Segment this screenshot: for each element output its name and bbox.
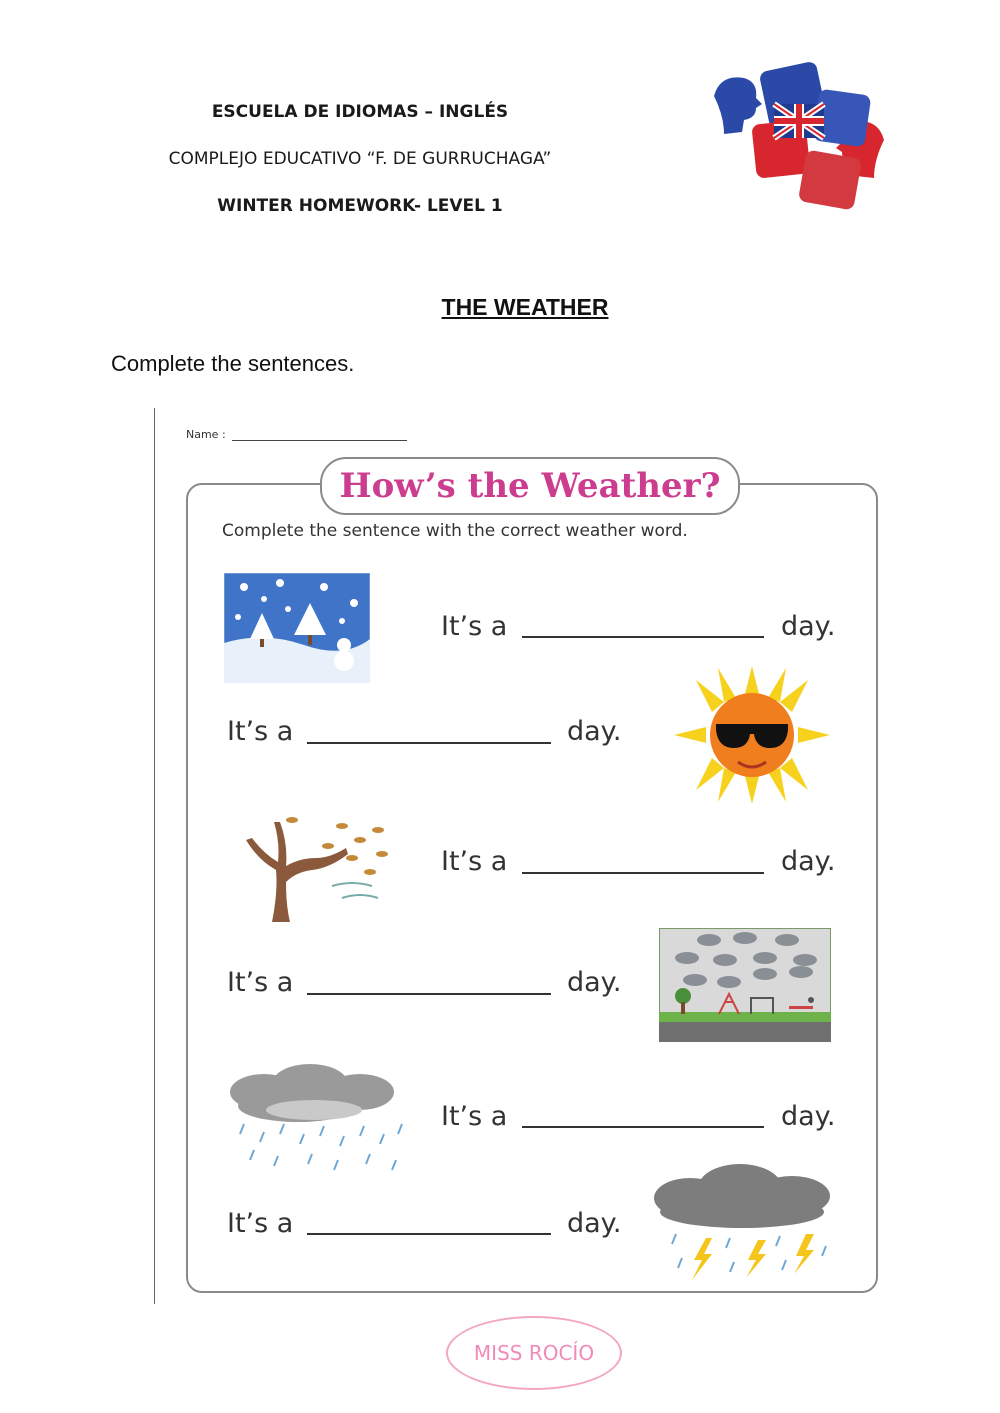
rain-cloud-icon [214,1062,428,1178]
sentence-3-blank [522,872,764,874]
windy-tree-icon [232,806,398,922]
sentence-6-prefix: It’s a [227,1208,294,1239]
sentence-1-prefix: It’s a [441,611,508,642]
sentence-2-suffix: day. [567,716,622,747]
name-line [232,440,407,441]
sentence-4-suffix: day. [567,967,622,998]
school-logo-icon [706,60,892,216]
sentence-1-suffix: day. [781,611,836,642]
worksheet-banner: How’s the Weather? [320,457,740,515]
complex-name: COMPLEJO EDUCATIVO “F. DE GURRUCHAGA” [168,149,552,169]
sentence-2-prefix: It’s a [227,716,294,747]
sentence-6-blank [307,1233,551,1235]
sentence-2-blank [307,742,551,744]
sun-with-sunglasses-icon [674,666,830,804]
sentence-6-suffix: day. [567,1208,622,1239]
storm-cloud-icon [646,1162,836,1280]
homework-level: WINTER HOMEWORK- LEVEL 1 [217,196,503,216]
sentence-4-prefix: It’s a [227,967,294,998]
sentence-1-blank [522,636,764,638]
page-title: THE WEATHER [441,294,609,320]
sentence-5-prefix: It’s a [441,1101,508,1132]
sentence-5-suffix: day. [781,1101,836,1132]
scan-edge-line [154,408,155,1304]
sentence-3-suffix: day. [781,846,836,877]
teacher-stamp: MISS ROCÍO [446,1316,622,1390]
sentence-4-blank [307,993,551,995]
school-name: ESCUELA DE IDIOMAS – INGLÉS [211,102,509,122]
instruction: Complete the sentences. [111,351,355,376]
sentence-5-blank [522,1126,764,1128]
snowy-scene-icon [224,573,370,683]
cloudy-park-icon [659,928,831,1042]
sentence-3-prefix: It’s a [441,846,508,877]
name-label: Name : [186,428,226,441]
worksheet-task: Complete the sentence with the correct weather word. [222,521,688,541]
